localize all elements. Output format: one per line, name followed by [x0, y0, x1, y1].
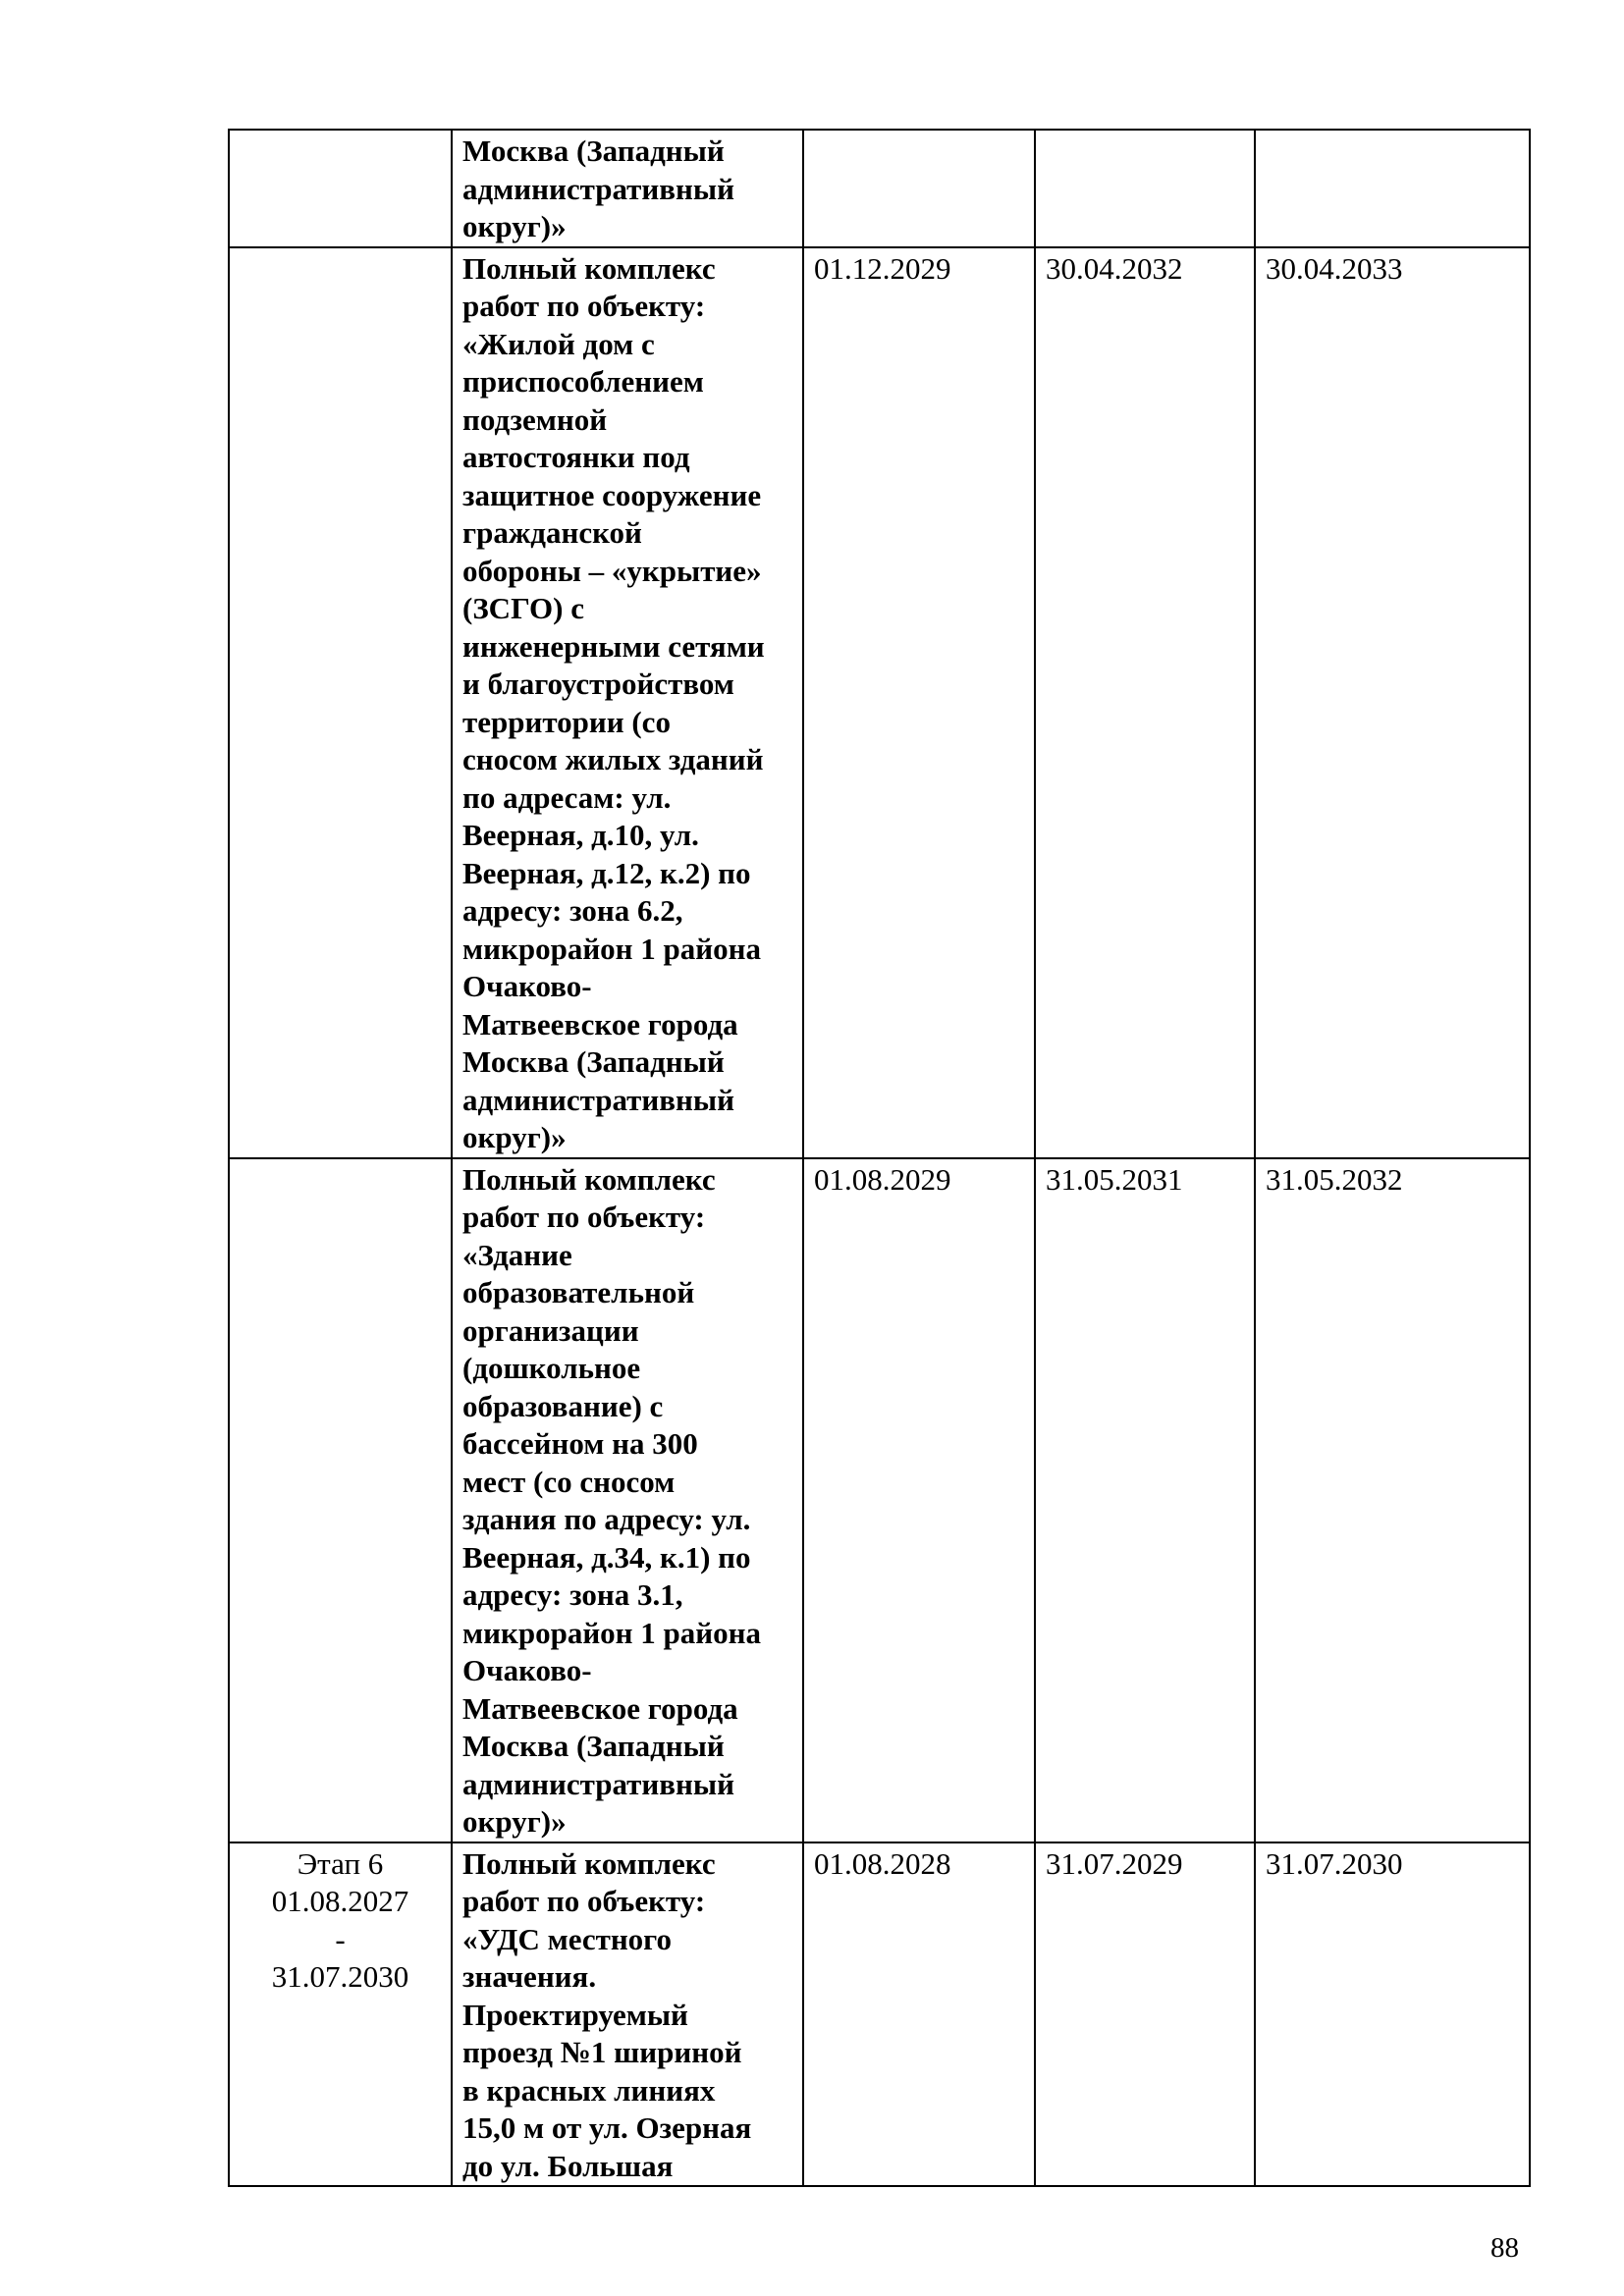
deadline-date-cell: 31.07.2030 [1255, 1842, 1530, 2187]
work-description-cell: Полный комплекс работ по объекту: «Здание образовательной организации (дошкольное образование) с бассейном на 300 мест (со сносом здания по адресу: ул. Веерная, д.34, к.1) по адресу: зона 3.1, микрорайон 1 района Очаково- Матвеевское города Москва (Западный административный округ)» [452, 1158, 803, 1842]
end-date-cell [1035, 130, 1255, 247]
start-date-cell: 01.12.2029 [803, 247, 1035, 1158]
table-row [229, 1158, 1530, 1842]
table-row [229, 1842, 1530, 2187]
end-date-cell: 30.04.2032 [1035, 247, 1255, 1158]
table-row [229, 247, 1530, 1158]
start-date-cell [803, 130, 1035, 247]
stage-cell [229, 247, 452, 1158]
start-date-cell: 01.08.2029 [803, 1158, 1035, 1842]
schedule-table [228, 129, 1531, 2187]
work-description-cell: Полный комплекс работ по объекту: «УДС местного значения. Проектируемый проезд №1 шириной в красных линиях 15,0 м от ул. Озерная до ул. Большая [452, 1842, 803, 2187]
start-date-cell: 01.08.2028 [803, 1842, 1035, 2187]
stage-cell [229, 1158, 452, 1842]
end-date-cell: 31.05.2031 [1035, 1158, 1255, 1842]
deadline-date-cell: 31.05.2032 [1255, 1158, 1530, 1842]
table-row [229, 130, 1530, 247]
end-date-cell: 31.07.2029 [1035, 1842, 1255, 2187]
stage-cell [229, 130, 452, 247]
work-description-cell: Москва (Западный административный округ)» [452, 130, 803, 247]
deadline-date-cell [1255, 130, 1530, 247]
deadline-date-cell: 30.04.2033 [1255, 247, 1530, 1158]
page-number: 88 [1490, 2232, 1519, 2264]
work-description-cell: Полный комплекс работ по объекту: «Жилой дом с приспособлением подземной автостоянки под защитное сооружение гражданской обороны – «укрытие» (ЗСГО) с инженерными сетями и благоустройством территории (со сносом жилых зданий по адресам: ул. Веерная, д.10, ул. Веерная, д.12, к.2) по адресу: зона 6.2, микрорайон 1 района Очаково- Матвеевское города Москва (Западный административный округ)» [452, 247, 803, 1158]
stage-cell: Этап 6 01.08.2027 - 31.07.2030 [229, 1842, 452, 2187]
